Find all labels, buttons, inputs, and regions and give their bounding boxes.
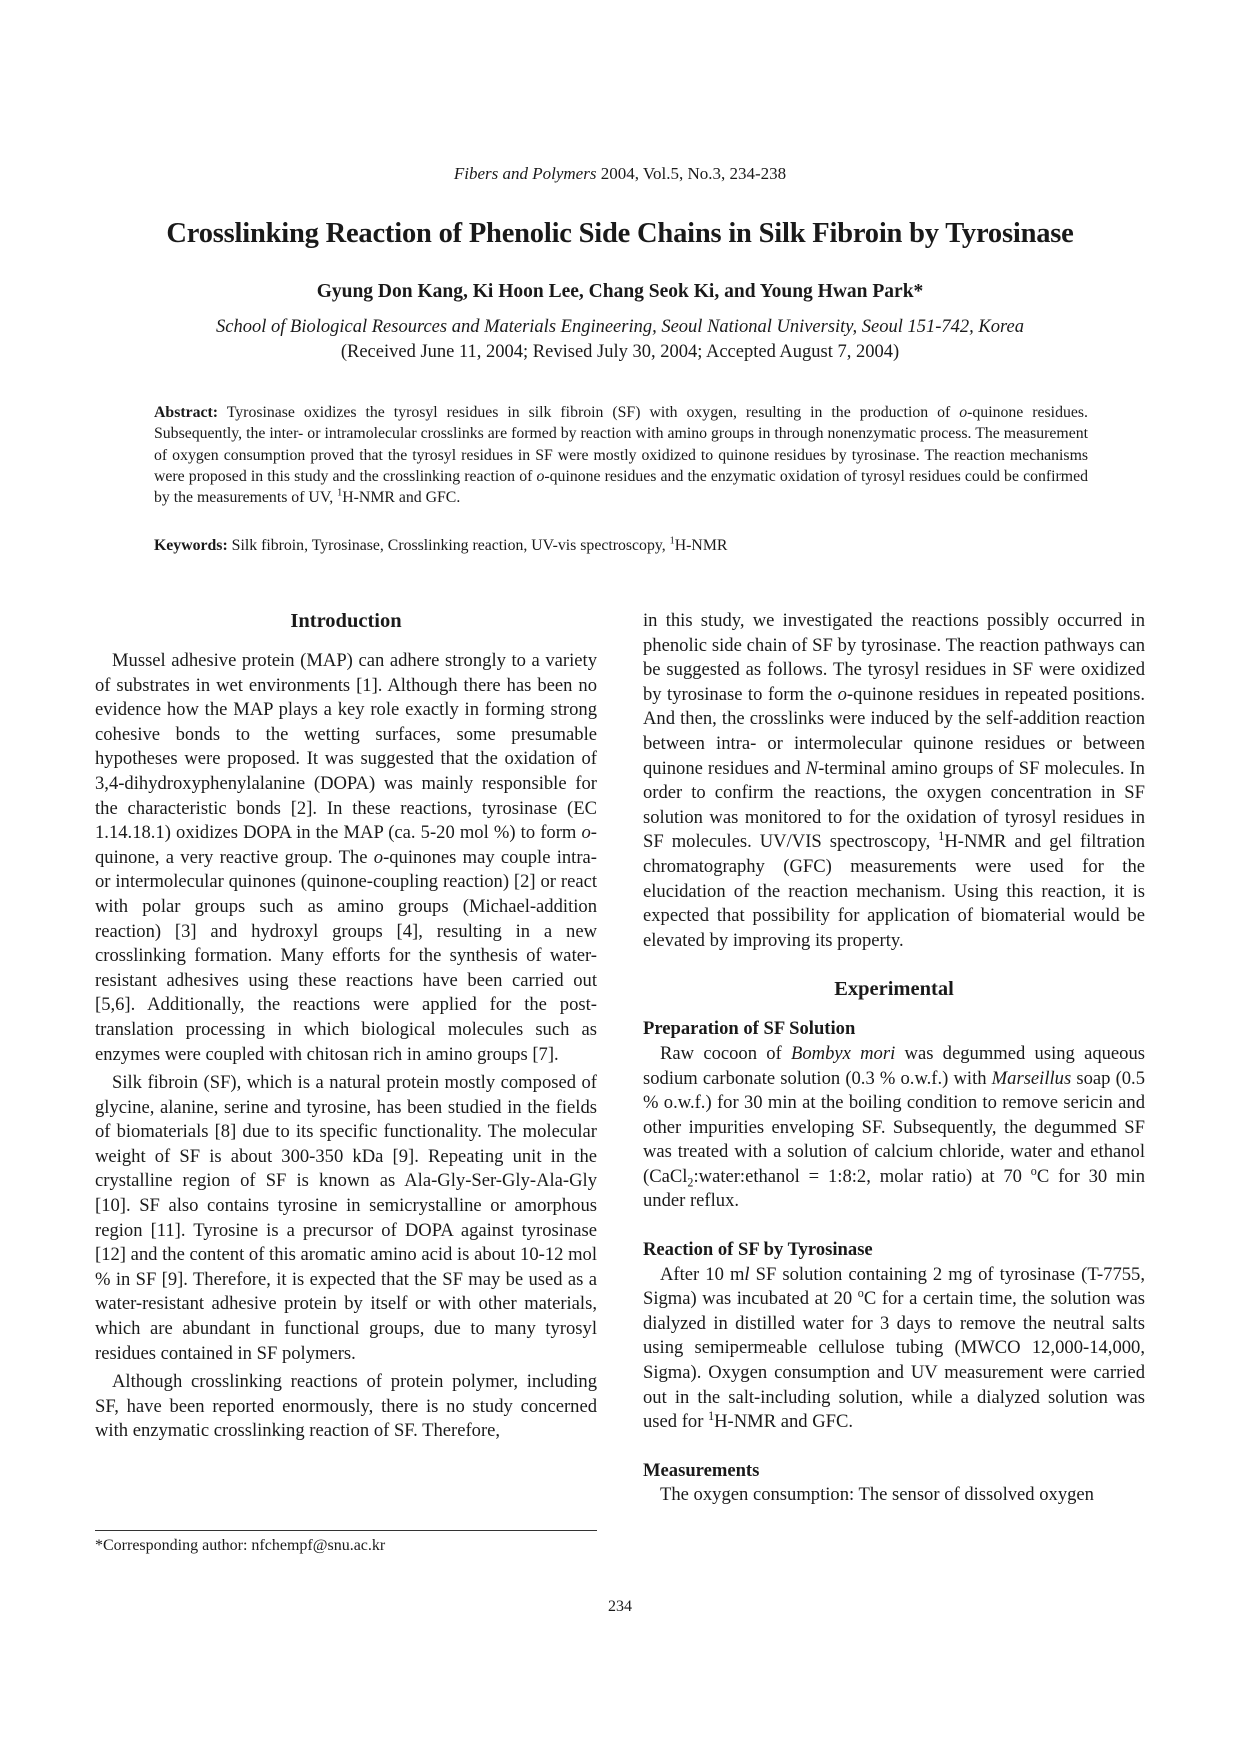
intro-p4-d: H-NMR and gel filtration chromatography (GFC) measurements were used for the elucidation of the reaction mechanism. Using this reaction, it is expected that possibility for application of biomaterial would be elevated by improving its property.: [643, 831, 1145, 951]
affiliation: School of Biological Resources and Materials Engineering, Seoul National University, Seoul 151-742, Korea: [216, 317, 1024, 337]
prep-text-e: C for 30 min under reflux.: [643, 1165, 1145, 1212]
intro-p4-c: -terminal amino groups of SF molecules. In order to confirm the reactions, the oxygen concentration in SF solution was monitored to for the oxidation of tyrosyl residues in SF molecules. UV/VIS spectroscopy,: [643, 757, 1145, 853]
italic-o: o: [536, 467, 545, 485]
measurements-paragraph: The oxygen consumption: The sensor of dissolved oxygen: [660, 1484, 1094, 1506]
journal-name: Fibers and Polymers: [453, 164, 597, 183]
italic-o: o: [581, 822, 591, 844]
paper-title: Crosslinking Reaction of Phenolic Side Chains in Silk Fibroin by Tyrosinase: [166, 218, 1074, 249]
superscript-one: 1: [708, 1409, 715, 1424]
intro-p1-c: -quinones may couple intra- or intermolecular quinones (quinone-coupling reaction) [2] or react with polar groups such as amino groups (Michael-addition reaction) [3] and hydroxyl groups [4], resulting in a new crosslinking formation. Many efforts for the synthesis of water-resistant adhesives using these reactions have been carried out [5,6]. Additionally, the reactions were applied for the post-translation processing in which biological molecules such as enzymes were coupled with chitosan rich in amino groups [7].: [95, 846, 597, 1065]
prep-paragraph: [643, 1042, 1145, 1214]
italic-l: l: [744, 1263, 750, 1285]
italic-n: N: [805, 757, 819, 779]
footnote-corresponding-author: *Corresponding author: nfchempf@snu.ac.kr: [95, 1537, 386, 1554]
italic-o: o: [837, 683, 847, 705]
reaction-text-a: After 10 m: [660, 1263, 745, 1285]
abstract-text-1: Tyrosinase oxidizes the tyrosyl residues in silk fibroin (SF) with oxygen, resulting in the production of: [226, 404, 951, 421]
species-name: Bombyx mori: [791, 1042, 896, 1064]
reaction-text-d: H-NMR and GFC.: [714, 1411, 854, 1433]
abstract: [154, 402, 1088, 508]
superscript-one: 1: [669, 535, 675, 547]
abstract-label: Abstract:: [154, 404, 219, 421]
measurements-heading: Measurements: [643, 1459, 760, 1481]
footnote-divider: [95, 1530, 597, 1531]
italic-o: o: [959, 404, 968, 421]
superscript-one: 1: [337, 487, 343, 499]
degree-sign: o: [1030, 1163, 1037, 1178]
intro-p1-b: -quinone, a very reactive group. The: [95, 822, 597, 868]
right-column: [643, 609, 1145, 1512]
intro-p1-a: Mussel adhesive protein (MAP) can adhere strongly to a variety of substrates in wet environments [1]. Although there has been no evidence how the MAP plays a key role exactly in forming strong cohesive bonds to the wetting surfaces, some presumable hypotheses were proposed. It was suggested that the oxidation of 3,4-dihydroxyphenylalanine (DOPA) was mainly responsible for the characteristic bonds [2]. In these reactions, tyrosinase (EC 1.14.18.1) oxidizes DOPA in the MAP (ca. 5-20 mol %) to form: [95, 650, 597, 844]
author-list: Gyung Don Kang, Ki Hoon Lee, Chang Seok Ki, and Young Hwan Park*: [316, 281, 924, 302]
keywords-text: Silk fibroin, Tyrosinase, Crosslinking reaction, UV-vis spectroscopy,: [231, 537, 666, 554]
intro-paragraph-3: Although crosslinking reactions of protein polymer, including SF, have been reported enormously, there is no study concerned with enzymatic crosslinking reaction of SF. Therefore,: [95, 1371, 597, 1442]
degree-sign: o: [857, 1286, 864, 1301]
italic-o: o: [373, 846, 384, 868]
experimental-heading: Experimental: [834, 978, 954, 1001]
journal-citation: 2004, Vol.5, No.3, 234-238: [600, 164, 787, 183]
abstract-text-2: -quinone residues. Subsequently, the inter- or intramolecular crosslinks are formed by reaction with amino groups in through nonenzymatic process. The measurement of oxygen consumption proved that the tyrosyl residues in SF were mostly oxidized to quinone residues by tyrosinase. The reaction mechanisms were proposed in this study and the crosslinking reaction of: [154, 404, 1088, 485]
reaction-text-b: SF solution containing 2 mg of tyrosinase (T-7755, Sigma) was incubated at 20: [643, 1263, 1145, 1310]
intro-p4-a: in this study, we investigated the reactions possibly occurred in phenolic side chain of SF by tyrosinase. The reaction pathways can be suggested as follows. The tyrosyl residues in SF were oxidized by tyrosinase to form the: [643, 610, 1145, 705]
reaction-text-c: C for a certain time, the solution was dialyzed in distilled water for 3 days to remove the neutral salts using semipermeable cellulose tubing (MWCO 12,000-14,000, Sigma). Oxygen consumption and UV measurement were carried out in the salt-including solution, while a dialyzed solution was used for: [643, 1288, 1146, 1433]
page-number: 234: [608, 1598, 632, 1615]
keywords-label: Keywords:: [154, 537, 228, 554]
reaction-paragraph: [643, 1263, 1145, 1435]
abstract-text-3: -quinone residues and the enzymatic oxidation of tyrosyl residues could be confirmed by the measurements of UV,: [154, 467, 1088, 507]
subscript-two: 2: [687, 1175, 694, 1190]
abstract-text-4: H-NMR and GFC.: [342, 489, 461, 507]
intro-paragraph-1: [95, 649, 597, 1067]
prep-text-b: was degummed using aqueous sodium carbonate solution (0.3 % o.w.f.) with: [643, 1042, 1145, 1089]
superscript-one: 1: [938, 829, 945, 844]
soap-name: Marseillus: [991, 1067, 1072, 1089]
left-column: [95, 609, 597, 1448]
prep-text-a: Raw cocoon of: [660, 1042, 782, 1064]
intro-p4-b: -quinone residues in repeated positions. And then, the crosslinks were induced by the self-addition reaction between intra- or intermolecular quinone residues or between quinone residues and: [643, 683, 1145, 779]
prep-heading: Preparation of SF Solution: [643, 1018, 856, 1040]
introduction-heading: Introduction: [290, 610, 402, 632]
prep-text-c: soap (0.5 % o.w.f.) for 30 min at the boiling condition to remove sericin and other impurities enveloping SF. Subsequently, the degummed SF was treated with a solution of calcium chloride, water and ethanol (CaCl: [643, 1067, 1146, 1187]
keywords: [154, 535, 1088, 556]
received-dates: (Received June 11, 2004; Revised July 30, 2004; Accepted August 7, 2004): [340, 342, 900, 362]
journal-header: [0, 164, 1240, 184]
keywords-tail: H-NMR: [674, 537, 728, 554]
intro-paragraph-2: Silk fibroin (SF), which is a natural protein mostly composed of glycine, alanine, serine and tyrosine, has been studied in the fields of biomaterials [8] due to its specific functionality. The molecular weight of SF is about 300-350 kDa [9]. Repeating unit in the crystalline region of SF is known as Ala-Gly-Ser-Gly-Ala-Gly [10]. SF also contains tyrosine in semicrystalline or amorphous region [11]. Tyrosine is a precursor of DOPA against tyrosinase [12] and the content of this aromatic amino acid is about 10-12 mol % in SF [9]. Therefore, it is expected that the SF may be used as a water-resistant adhesive protein by itself or with other materials, which are abundant in functional groups, due to many tyrosyl residues contained in SF polymers.: [95, 1072, 597, 1364]
intro-paragraph-4: [643, 609, 1145, 953]
prep-text-d: :water:ethanol = 1:8:2, molar ratio) at 70: [693, 1165, 1022, 1187]
reaction-heading: Reaction of SF by Tyrosinase: [643, 1239, 873, 1261]
